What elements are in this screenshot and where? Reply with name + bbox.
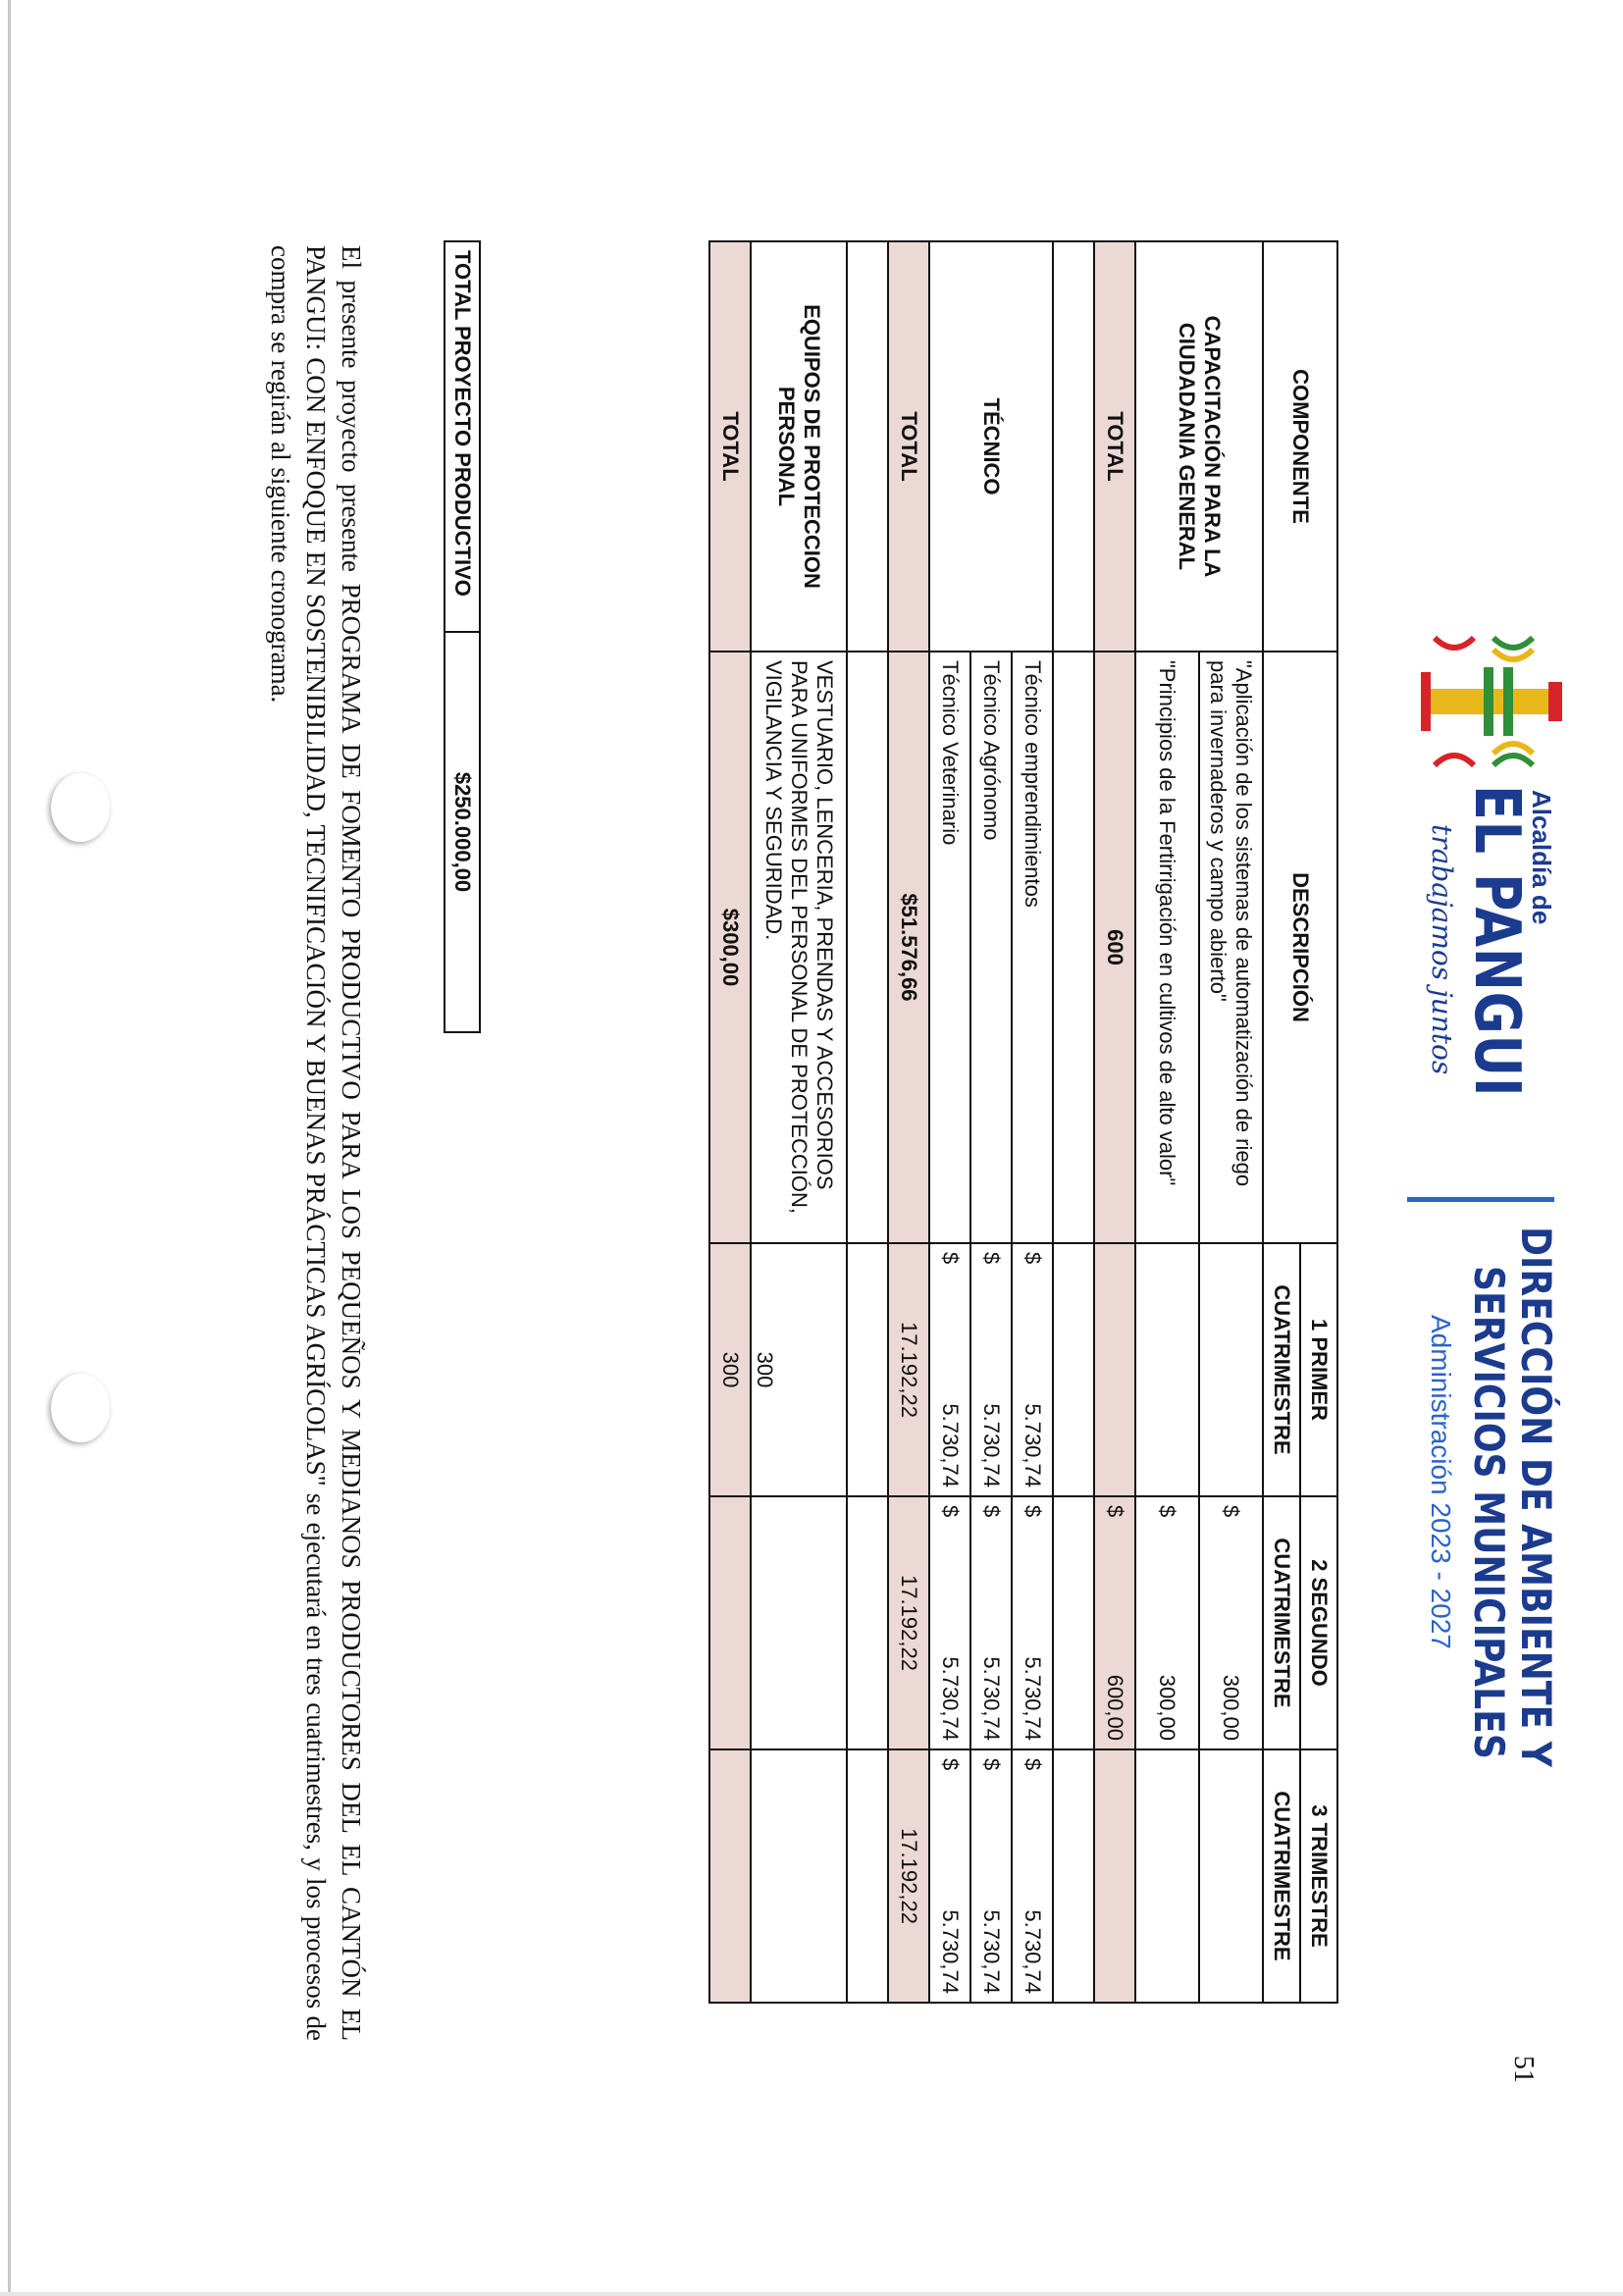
header-q1-line2: CUATRIMESTRE — [1263, 1243, 1300, 1496]
amount: 5.730,74 — [979, 1909, 1004, 1994]
q1-total: 300 — [709, 1243, 751, 1496]
currency-symbol: $ — [1219, 1505, 1244, 1518]
table-total-row — [709, 241, 751, 2003]
table-spacer-row — [847, 241, 888, 2003]
q3-cell — [1135, 1749, 1199, 2003]
q3-cell — [751, 1749, 847, 2003]
q3-cell — [1199, 1749, 1263, 2003]
amount: 5.730,74 — [1021, 1656, 1045, 1741]
table-header-row — [1300, 241, 1337, 2003]
component-capacitacion: CAPACITACIÓN PARA LA CIUDADANIA GENERAL — [1135, 241, 1263, 652]
description-cell: Técnico emprendimientos — [1012, 652, 1053, 1243]
currency-symbol: $ — [1021, 1505, 1045, 1518]
amount: 5.730,74 — [1021, 1403, 1045, 1487]
amount: 5.730,74 — [979, 1656, 1004, 1741]
q3-cell — [929, 1749, 970, 2003]
table-total-row — [1094, 241, 1135, 2003]
currency-symbol: $ — [979, 1252, 1004, 1265]
total-proyecto-label: TOTAL PROYECTO PRODUCTIVO — [445, 241, 480, 632]
table-total-row — [888, 241, 929, 2003]
q2-cell — [929, 1496, 970, 1749]
q1-cell — [929, 1243, 970, 1496]
direccion-title-line2: SERVICIOS MUNICIPALES — [1465, 1266, 1513, 1759]
currency-symbol: $ — [979, 1758, 1004, 1771]
amount: 300,00 — [1155, 1674, 1180, 1741]
header-descripcion: DESCRIPCIÓN — [1263, 652, 1337, 1243]
el-pangui-wordmark: EL PANGUI — [1460, 785, 1533, 1098]
budget-table — [708, 240, 1338, 2004]
currency-symbol: $ — [938, 1758, 963, 1771]
header-q3-line1: 3 TRIMESTRE — [1300, 1749, 1337, 2003]
q2-cell — [1094, 1496, 1135, 1749]
q3-cell — [970, 1749, 1012, 2003]
q2-cell — [970, 1496, 1012, 1749]
alcaldia-label: Alcaldía de — [1527, 790, 1556, 925]
table-row — [1012, 241, 1053, 2003]
amount: 5.730,74 — [938, 1656, 963, 1741]
total-description: $51.576,66 — [888, 652, 929, 1243]
q2-cell — [751, 1496, 847, 1749]
q1-cell — [1012, 1243, 1053, 1496]
description-cell: Técnico Agrónomo — [970, 652, 1012, 1243]
q1-total: 17.192,22 — [888, 1243, 929, 1496]
amount: 5.730,74 — [1021, 1909, 1045, 1994]
q2-cell — [1199, 1496, 1263, 1749]
header-q2-line2: CUATRIMESTRE — [1263, 1496, 1300, 1749]
q3-cell — [1094, 1749, 1135, 2003]
amount: 300,00 — [1219, 1674, 1244, 1741]
header-q2-line1: 2 SEGUNDO — [1300, 1496, 1337, 1749]
total-description: $300,00 — [709, 652, 751, 1243]
scan-bottom-edge — [0, 2292, 1623, 2296]
q2-cell — [1012, 1496, 1053, 1749]
table-row — [445, 241, 480, 1032]
letterhead — [1387, 628, 1584, 1962]
alcaldia-logo-icon — [1415, 628, 1572, 775]
q3-cell — [709, 1749, 751, 2003]
currency-symbol: $ — [1103, 1505, 1127, 1518]
administracion-period: Administración 2023 - 2027 — [1426, 1315, 1456, 1649]
description-cell: Técnico Veterinario — [929, 652, 970, 1243]
amount: 5.730,74 — [938, 1909, 963, 1994]
total-description: 600 — [1094, 652, 1135, 1243]
currency-symbol: $ — [1155, 1505, 1180, 1518]
amount: 600,00 — [1103, 1674, 1127, 1741]
currency-symbol: $ — [1021, 1252, 1045, 1265]
total-proyecto-value: $250.000,00 — [445, 632, 480, 1032]
slogan: trabajamos juntos — [1426, 824, 1458, 1075]
q1-cell — [970, 1243, 1012, 1496]
q1-cell: 300 — [751, 1243, 847, 1496]
currency-symbol: $ — [979, 1505, 1004, 1518]
header-q3-line2: CUATRIMESTRE — [1263, 1749, 1300, 2003]
component-epp: EQUIPOS DE PROTECCION PERSONAL — [751, 241, 847, 652]
total-proyecto-table — [444, 240, 481, 1033]
description-cell: "Principios de la Fertirrigación en cultivos de alto valor" — [1135, 652, 1199, 1243]
q1-cell — [1135, 1243, 1199, 1496]
currency-symbol: $ — [938, 1252, 963, 1265]
q1-cell — [1094, 1243, 1135, 1496]
header-q1-line1: 1 PRIMER — [1300, 1243, 1337, 1496]
amount: 5.730,74 — [979, 1403, 1004, 1487]
currency-symbol: $ — [938, 1505, 963, 1518]
direccion-title-line1: DIRECCIÓN DE AMBIENTE Y — [1512, 1226, 1560, 1767]
component-tecnico: TÉCNICO — [929, 241, 1053, 652]
q2-cell — [709, 1496, 751, 1749]
total-label: TOTAL — [888, 241, 929, 652]
table-spacer-row — [1053, 241, 1094, 2003]
total-label: TOTAL — [709, 241, 751, 652]
table-row — [751, 241, 847, 2003]
description-cell: "Aplicación de los sistemas de automatización de riego para invernaderos y campo abierto" — [1199, 652, 1263, 1243]
amount: 5.730,74 — [938, 1403, 963, 1487]
q3-total: 17.192,22 — [888, 1749, 929, 2003]
page-number: 51 — [1508, 2056, 1539, 2083]
description-cell: VESTUARIO, LENCERIA, PRENDAS Y ACCESORIOS PARA UNIFORMES DEL PERSONAL DE PROTECCIÓN, VIGILANCIA Y SEGURIDAD. — [751, 652, 847, 1243]
currency-symbol: $ — [1021, 1758, 1045, 1771]
total-label: TOTAL — [1094, 241, 1135, 652]
header-divider — [1407, 1197, 1554, 1202]
q2-cell — [1135, 1496, 1199, 1749]
table-row — [1199, 241, 1263, 2003]
q3-cell — [1012, 1749, 1053, 2003]
footer-paragraph: El presente proyecto presente PROGRAMA DE FOMENTO PRODUCTIVO PARA LOS PEQUEÑOS Y MEDIANOS PRODUCTORES DEL EL CANTÓN EL PANGUI: CON ENFOQUE EN SOSTENIBILIDAD, TECNIFICACIÓN Y BUENAS PRÁCTICAS AGRÍCOLAS" se ejecutará en tres cuatrimestres, y los procesos de compra se regirán al siguiente cronograma. — [266, 245, 366, 2041]
q1-cell — [1199, 1243, 1263, 1496]
q2-total: 17.192,22 — [888, 1496, 929, 1749]
header-componente: COMPONENTE — [1263, 241, 1337, 652]
